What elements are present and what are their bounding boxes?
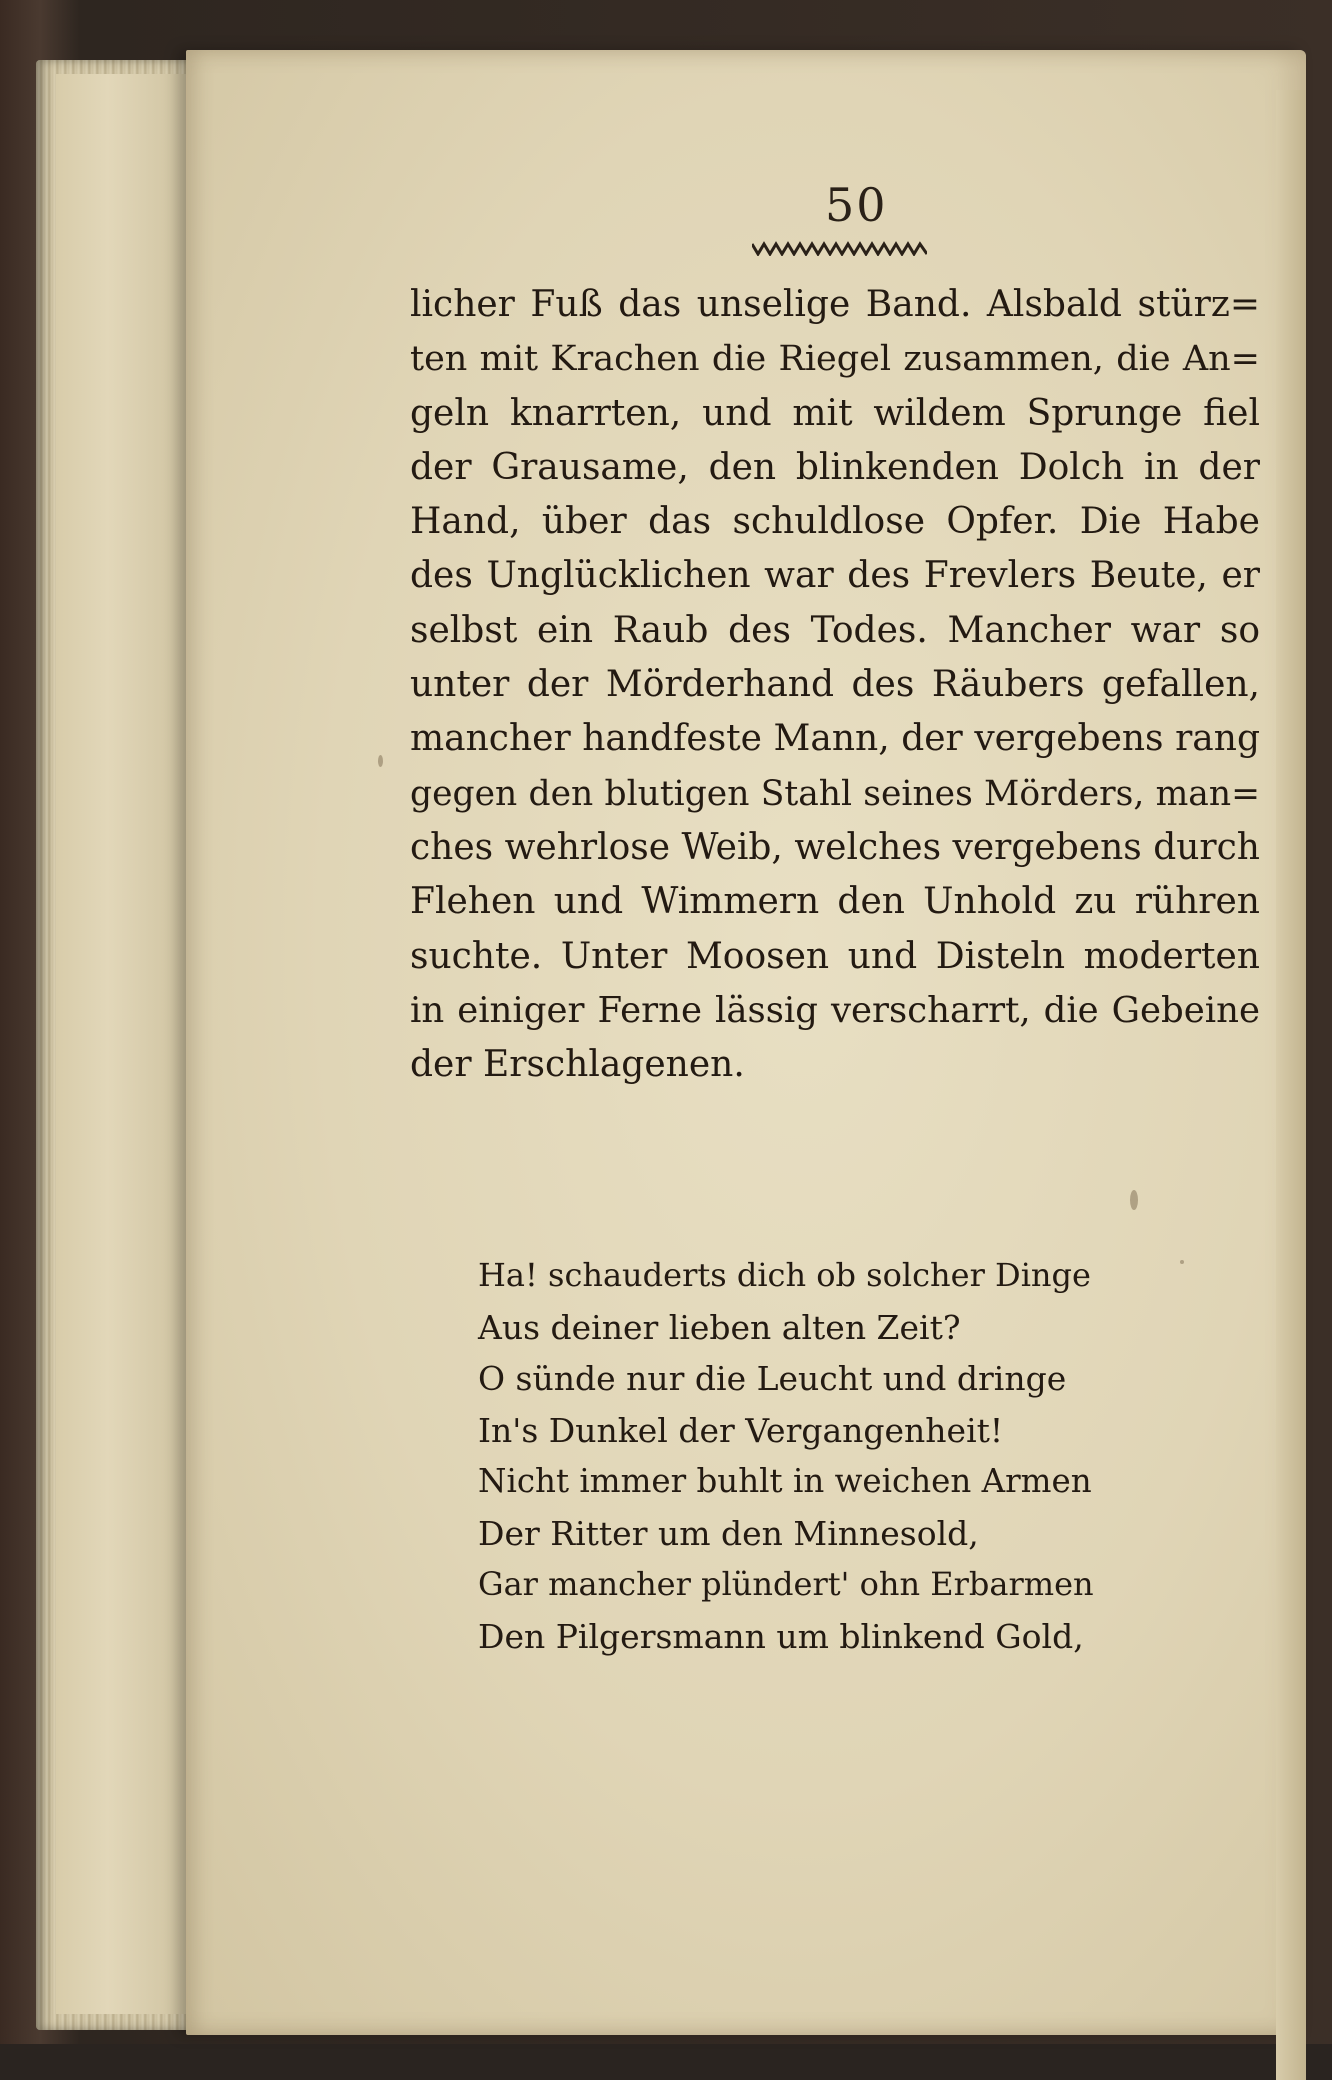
prose-line: gegen den blutigen Stahl seines Mörders, man= xyxy=(410,773,1260,814)
wavy-rule-ornament xyxy=(752,240,927,256)
paper-speck xyxy=(378,755,383,767)
verse-line: O sünde nur die Leucht und dringe xyxy=(478,1359,1067,1398)
prose-line: licher Fuß das unselige Band. Alsbald stürz= xyxy=(410,284,1260,325)
prose-line: suchte. Unter Moosen und Disteln moderten xyxy=(410,935,1260,977)
verse-line: Ha! schauderts dich ob solcher Dinge xyxy=(478,1256,1091,1294)
prose-line: in einiger Ferne lässig verscharrt, die Gebeine xyxy=(410,989,1260,1031)
verse-line: Gar mancher plündert' ohn Erbarmen xyxy=(478,1565,1094,1603)
prose-paragraph xyxy=(410,278,1260,1092)
prose-line: des Unglücklichen war des Frevlers Beute, er xyxy=(410,555,1260,597)
verse-line: In's Dunkel der Vergangenheit! xyxy=(478,1410,1004,1450)
page-right-edge xyxy=(1276,90,1306,2080)
prose-line: ten mit Krachen die Riegel zusammen, die An= xyxy=(410,339,1260,380)
verse-line: Den Pilgersmann um blinkend Gold, xyxy=(478,1616,1084,1656)
prose-line: Hand, über das schuldlose Opfer. Die Habe xyxy=(410,501,1260,543)
prose-line: der Grausame, den blinkenden Dolch in der xyxy=(410,446,1260,488)
page-number: 50 xyxy=(825,178,888,232)
prose-line: geln knarrten, und mit wildem Sprunge fiel xyxy=(410,392,1260,434)
verse-line: Der Ritter um den Minnesold, xyxy=(478,1513,979,1553)
verse-line: Aus deiner lieben alten Zeit? xyxy=(478,1307,961,1347)
prose-line: mancher handfeste Mann, der vergebens rang xyxy=(410,718,1260,760)
verse-stanza xyxy=(478,1250,1098,1662)
prose-line: der Erschlagenen. xyxy=(410,1044,745,1086)
prose-line: Flehen und Wimmern den Unhold zu rühren xyxy=(410,881,1260,923)
paper-speck xyxy=(1130,1190,1138,1210)
prose-line: unter der Mörderhand des Räubers gefallen, xyxy=(410,664,1260,706)
paper-speck xyxy=(1180,1260,1184,1264)
prose-line: ches wehrlose Weib, welches vergebens durch xyxy=(410,826,1260,868)
verse-line: Nicht immer buhlt in weichen Armen xyxy=(478,1462,1092,1500)
page-edges-inner xyxy=(56,74,186,2014)
prose-line: selbst ein Raub des Todes. Mancher war so xyxy=(410,609,1260,651)
